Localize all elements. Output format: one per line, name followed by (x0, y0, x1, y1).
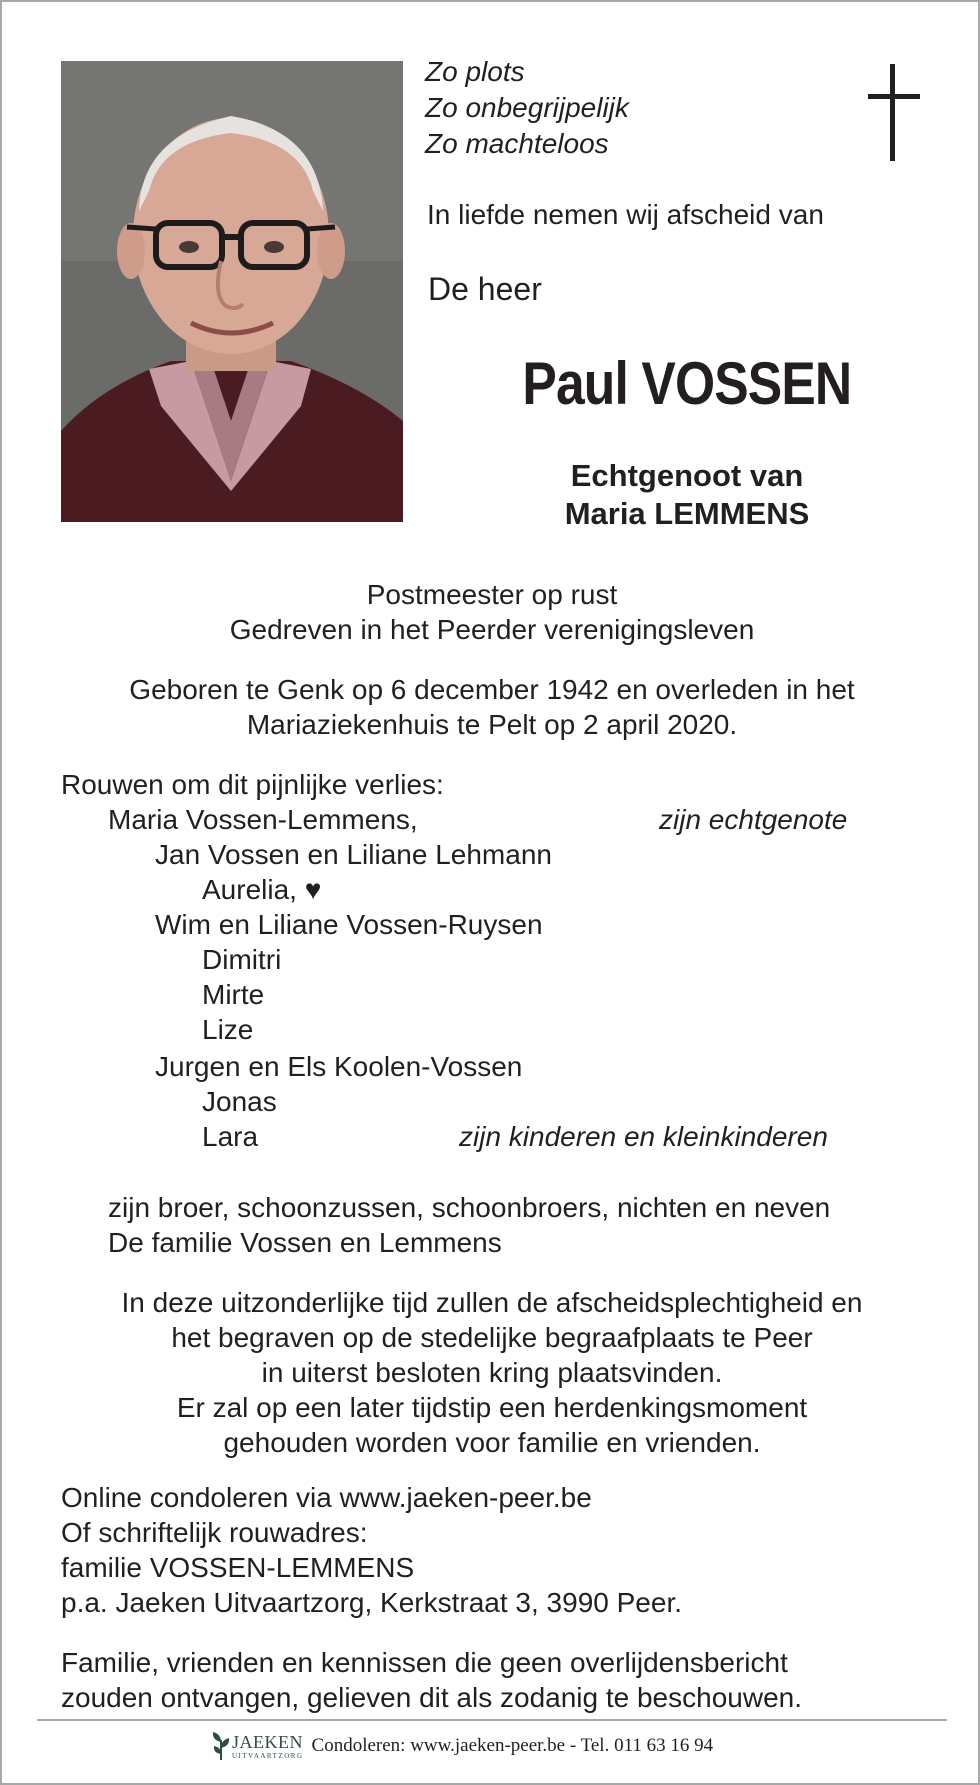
contact-line: familie VOSSEN-LEMMENS (61, 1552, 415, 1583)
cross-icon (864, 64, 924, 161)
ceremony-line: het begraven op de stedelijke begraafplaats te Peer (171, 1322, 813, 1353)
roles-block (42, 577, 942, 647)
spouse-block (452, 457, 922, 533)
contact-line: p.a. Jaeken Uitvaartzorg, Kerkstraat 3, 3990 Peer. (61, 1587, 683, 1618)
mourners-heading: Rouwen om dit pijnlijke verlies: (61, 769, 444, 800)
poem-line-1: Zo plots (425, 56, 525, 87)
salutation: De heer (428, 271, 542, 307)
mourner-name: Maria Vossen-Lemmens, (108, 804, 418, 835)
contact-line: Of schriftelijk rouwadres: (61, 1517, 368, 1548)
extended-family-line: De familie Vossen en Lemmens (108, 1227, 502, 1258)
spouse-name: Maria LEMMENS (564, 496, 810, 531)
logo-wordmark: JAEKEN (232, 1731, 303, 1752)
closing-line: Familie, vrienden en kennissen die geen overlijdensbericht (61, 1647, 788, 1678)
intro-text: In liefde nemen wij afscheid van (427, 199, 824, 230)
birth-death-line: Mariaziekenhuis te Pelt op 2 april 2020. (246, 709, 738, 740)
mourner-name: Wim en Liliane Vossen-Ruysen (155, 909, 543, 940)
ceremony-line: in uiterst besloten kring plaatsvinden. (261, 1357, 723, 1388)
mourner-name: Dimitri (202, 944, 282, 975)
ceremony-line: In deze uitzonderlijke tijd zullen de afscheidsplechtigheid en (121, 1287, 863, 1318)
poem-line-3: Zo machteloos (425, 128, 609, 159)
footer (210, 1727, 713, 1765)
logo-subtitle: UITVAARTZORG (232, 1751, 304, 1760)
mourner-name: Lara (202, 1121, 259, 1152)
closing-line: zouden ontvangen, gelieven dit als zodanig te beschouwen. (61, 1682, 802, 1713)
mourner-name: Lize (202, 1014, 254, 1045)
deceased-name: Paul VOSSEN (522, 350, 852, 417)
contact-line: Online condoleren via www.jaeken-peer.be (61, 1482, 592, 1513)
portrait-photo (61, 61, 403, 522)
spouse-label: Echtgenoot van (570, 458, 804, 493)
mourner-name: Jurgen en Els Koolen-Vossen (155, 1051, 523, 1082)
mourner-name: Aurelia, ♥ (202, 874, 322, 905)
ceremony-line: Er zal op een later tijdstip een herdenkingsmoment (176, 1392, 808, 1423)
role-line: Postmeester op rust (366, 579, 618, 610)
mourner-relation: zijn kinderen en kleinkinderen (459, 1121, 828, 1152)
mourner-name: Jonas (202, 1086, 277, 1117)
footer-contact: Condoleren: www.jaeken-peer.be - Tel. 011 63 16 94 (311, 1735, 714, 1756)
footer-divider (37, 1719, 947, 1721)
extended-family-line: zijn broer, schoonzussen, schoonbroers, nichten en neven (108, 1192, 831, 1223)
mourner-name: Mirte (202, 979, 265, 1010)
poem-line-2: Zo onbegrijpelijk (425, 92, 629, 123)
ceremony-line: gehouden worden voor familie en vrienden. (223, 1427, 761, 1458)
birth-death-line: Geboren te Genk op 6 december 1942 en overleden in het (129, 674, 855, 705)
jaeken-logo (210, 1730, 304, 1762)
mourner-relation: zijn echtgenote (659, 804, 848, 835)
ceremony-block (42, 1285, 942, 1460)
mourner-name: Jan Vossen en Liliane Lehmann (155, 839, 552, 870)
birth-death-block (42, 672, 942, 742)
role-line: Gedreven in het Peerder verenigingsleven (229, 614, 755, 645)
leaf-icon (210, 1730, 232, 1762)
